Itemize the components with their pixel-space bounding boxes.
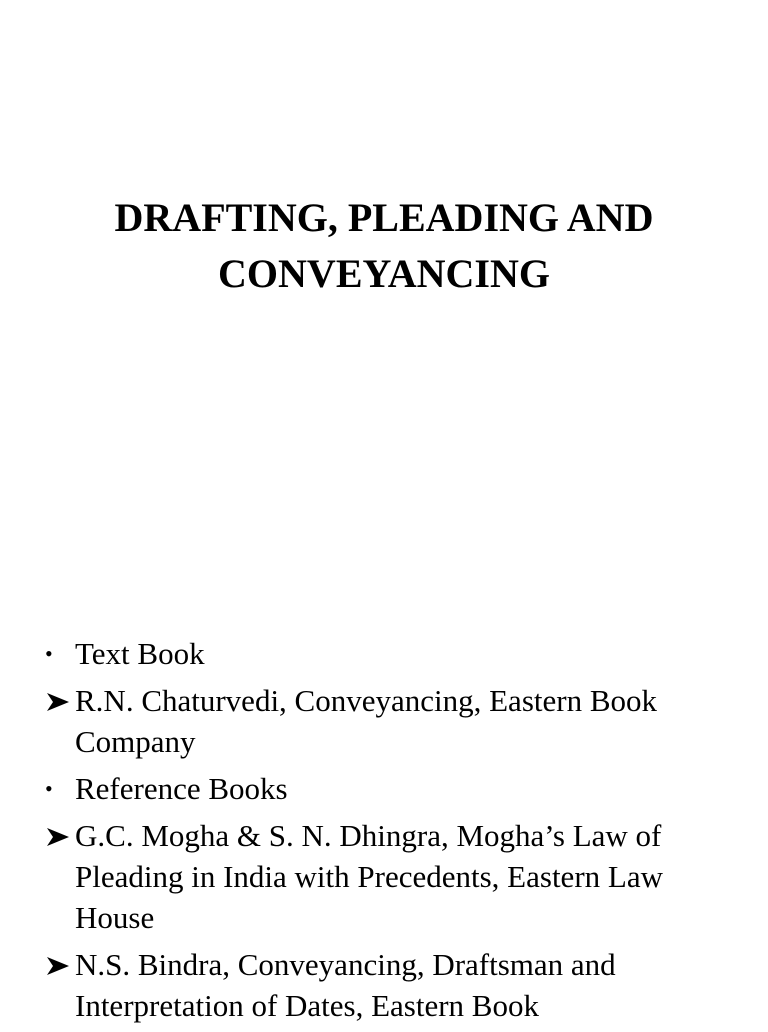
list-item-reference-heading <box>42 768 742 809</box>
list-item-text-book-heading <box>42 633 742 674</box>
bullet-icon: • <box>45 641 53 666</box>
list-item-text: G.C. Mogha & S. N. Dhingra, Mogha’s Law of Pleading in India with Precedents, Eastern Law House <box>75 818 663 935</box>
list-item-textbook-entry <box>42 680 742 762</box>
title-line-1: DRAFTING, PLEADING AND <box>114 195 654 240</box>
list-item-text: Reference Books <box>75 771 288 806</box>
list-item-text: R.N. Chaturvedi, Conveyancing, Eastern Book Company <box>75 683 658 759</box>
book-list <box>42 633 742 1032</box>
title-line-2: CONVEYANCING <box>218 251 550 296</box>
document-title <box>0 190 768 302</box>
bullet-icon: • <box>45 776 53 801</box>
list-item-reference-entry-2 <box>42 944 742 1026</box>
list-item-text: Text Book <box>75 636 205 671</box>
list-item-reference-entry-1 <box>42 815 742 938</box>
list-item-text: N.S. Bindra, Conveyancing, Draftsman and Interpretation of Dates, Eastern Book <box>75 947 616 1023</box>
